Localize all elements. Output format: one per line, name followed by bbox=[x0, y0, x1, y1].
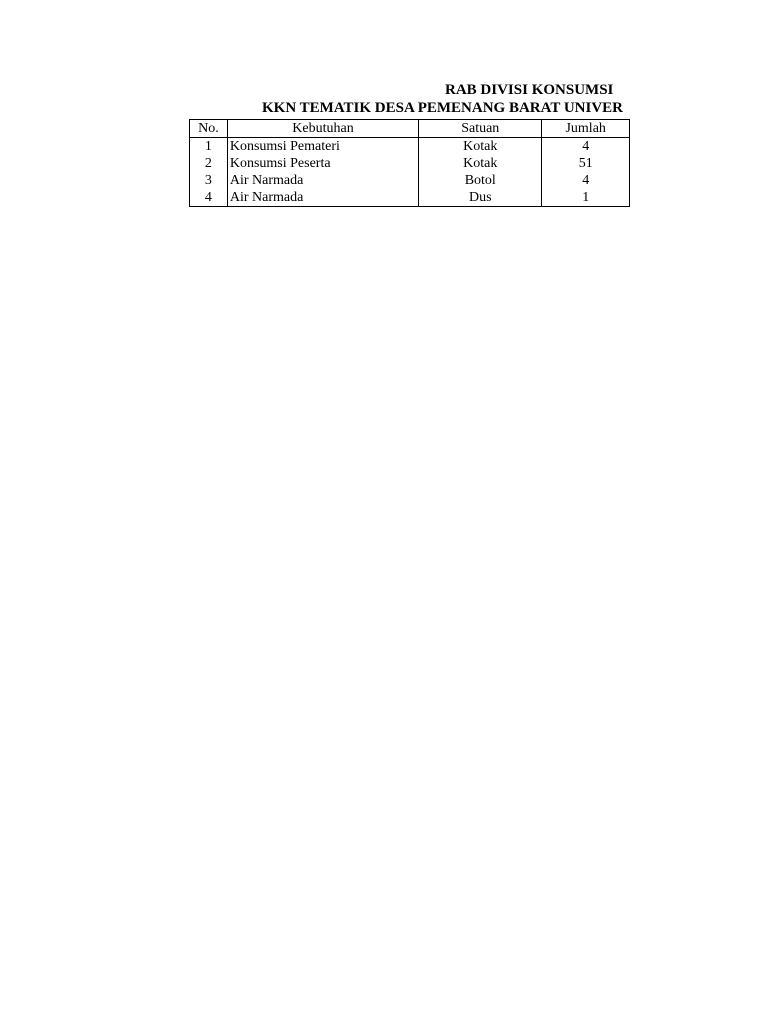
cell-no: 4 bbox=[190, 189, 228, 207]
cell-satuan: Botol bbox=[419, 172, 542, 189]
cell-jumlah: 4 bbox=[542, 138, 630, 156]
table-row bbox=[190, 189, 630, 207]
header-satuan: Satuan bbox=[419, 120, 542, 138]
document-subtitle: KKN TEMATIK DESA PEMENANG BARAT UNIVER bbox=[262, 100, 624, 116]
table-row bbox=[190, 155, 630, 172]
header-no: No. bbox=[190, 120, 228, 138]
cell-kebutuhan: Konsumsi Pemateri bbox=[227, 138, 418, 156]
cell-kebutuhan: Air Narmada bbox=[227, 172, 418, 189]
cell-jumlah: 1 bbox=[542, 189, 630, 207]
cell-no: 3 bbox=[190, 172, 228, 189]
header-kebutuhan: Kebutuhan bbox=[227, 120, 418, 138]
rab-table bbox=[189, 119, 630, 207]
cell-jumlah: 4 bbox=[542, 172, 630, 189]
cell-no: 1 bbox=[190, 138, 228, 156]
document-title: RAB DIVISI KONSUMSI bbox=[445, 82, 614, 98]
cell-no: 2 bbox=[190, 155, 228, 172]
table-row bbox=[190, 172, 630, 189]
cell-satuan: Kotak bbox=[419, 155, 542, 172]
cell-kebutuhan: Konsumsi Peserta bbox=[227, 155, 418, 172]
cell-satuan: Dus bbox=[419, 189, 542, 207]
cell-satuan: Kotak bbox=[419, 138, 542, 156]
table-row bbox=[190, 138, 630, 156]
cell-jumlah: 51 bbox=[542, 155, 630, 172]
header-jumlah: Jumlah bbox=[542, 120, 630, 138]
table-header-row bbox=[190, 120, 630, 138]
cell-kebutuhan: Air Narmada bbox=[227, 189, 418, 207]
